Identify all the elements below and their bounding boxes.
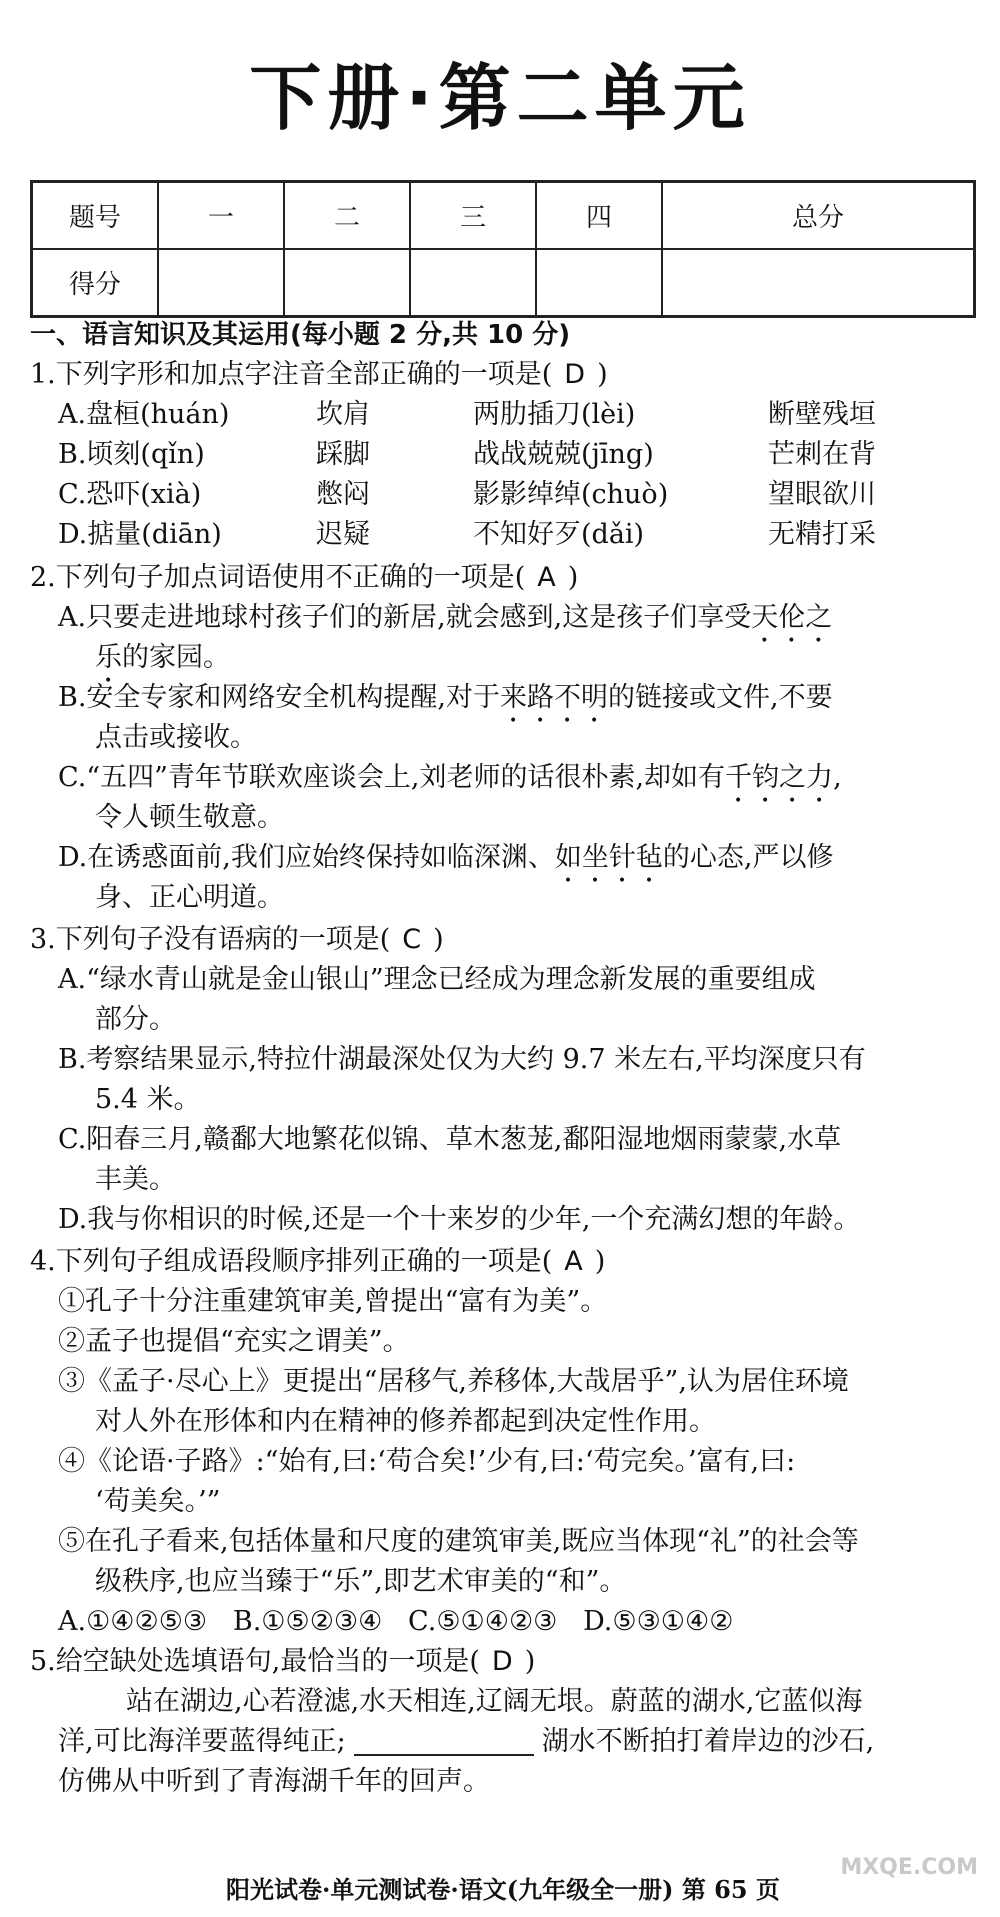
q4-answer: A [564,1246,583,1277]
q1-option-d [58,515,958,555]
score-cell-2: 二 [284,182,410,250]
q1-b-col3: 战战兢兢(jīng) [473,439,654,470]
q3-option-c: C.阳春三月,赣鄱大地繁花似锦、草木葱茏,鄱阳湿地烟雨蒙蒙,水草 [58,1124,842,1155]
score-input-2[interactable] [284,249,410,317]
q2-a-dotted-word: 天伦之 [751,602,833,633]
score-input-total[interactable] [662,249,975,317]
q2-option-c [58,758,842,798]
q3-option-d: D.我与你相识的时候,还是一个十来岁的少年,一个充满幻想的年龄。 [58,1204,861,1235]
q3-close: ) [433,924,444,955]
question-3-stem [30,920,444,960]
q1-a-col1: A.盘桓(huán) [58,399,230,430]
q3-option-c-cont: 丰美。 [95,1164,176,1195]
q4-stem-text: 4.下列句子组成语段顺序排列正确的一项是( [30,1246,553,1277]
q4-close: ) [594,1246,606,1277]
q4-sentence-5-cont: 级秩序,也应当臻于“乐”,即艺术审美的“和”。 [95,1566,627,1597]
q4-sentence-4-cont: ‘苟美矣。’” [95,1486,221,1517]
score-input-1[interactable] [158,249,284,317]
q4-options: A.①④②⑤③ B.①⑤②③④ C.⑤①④②③ D.⑤③①④② [58,1606,734,1637]
q2-a-dotted-word-end: 乐 [95,642,122,673]
score-cell-label: 题号 [32,182,159,250]
q2-d-dotted-word: 如坐针毡 [554,842,663,873]
score-table-score-row [32,249,975,317]
q1-a-col4: 断壁残垣 [768,399,876,430]
q2-option-b-cont: 点击或接收。 [95,722,257,753]
q2-b-dotted-word: 来路不明 [500,682,609,713]
q3-option-b: B.考察结果显示,特拉什湖最深处仅为大约 9.7 米左右,平均深度只有 [58,1044,866,1075]
q4-sentence-1: ①孔子十分注重建筑审美,曾提出“富有为美”。 [58,1286,608,1317]
question-1-stem [30,355,608,395]
q1-c-col4: 望眼欲川 [768,479,876,510]
q2-option-a [58,598,832,638]
q2-a-text: A.只要走进地球村孩子们的新居,就会感到,这是孩子们享受 [58,602,752,633]
q1-c-col2: 憋闷 [316,479,370,510]
q3-stem-text: 3.下列句子没有语病的一项是( [30,924,391,955]
page-footer: 阳光试卷·单元测试卷·语文(九年级全一册) 第 65 页 [226,1875,780,1904]
score-table [30,180,976,318]
q2-b-text: B.安全专家和网络安全机构提醒,对于 [58,682,501,713]
q5-passage-line-1: 站在湖边,心若澄滤,水天相连,辽阔无垠。蔚蓝的湖水,它蓝似海 [126,1686,863,1717]
q1-d-col2: 迟疑 [316,519,370,550]
score-input-4[interactable] [536,249,662,317]
q2-d-text-2: 的心态,严以修 [662,842,834,873]
q4-sentence-3: ③《孟子·尽心上》更提出“居移气,养移体,大哉居乎”,认为居住环境 [58,1366,849,1397]
q3-option-a: A.“绿水青山就是金山银山”理念已经成为理念新发展的重要组成 [58,964,816,995]
q4-sentence-5: ⑤在孔子看来,包括体量和尺度的建筑审美,既应当体现“礼”的社会等 [58,1526,859,1557]
q2-answer: A [537,562,556,593]
page-title: 下册·第二单元 [249,56,751,140]
q5-passage-text-b: 湖水不断拍打着岸边的沙石, [541,1726,875,1757]
q5-passage-text-a: 洋,可比海洋要蓝得纯正; [58,1726,346,1757]
q1-close: ) [597,359,608,390]
q4-sentence-3-cont: 对人外在形体和内在精神的修养都起到决定性作用。 [95,1406,716,1437]
q2-option-d-cont: 身、正心明道。 [95,882,284,913]
q3-option-a-cont: 部分。 [95,1004,176,1035]
q2-c-text-2: , [833,762,842,793]
q2-d-text: D.在诱惑面前,我们应始终保持如临深渊、 [58,842,555,873]
q2-option-a-cont [95,638,230,678]
q4-sentence-2: ②孟子也提倡“充实之谓美”。 [58,1326,410,1357]
score-cell-3: 三 [410,182,536,250]
q4-sentence-4: ④《论语·子路》:“始有,曰:‘苟合矣!’少有,曰:‘苟完矣。’富有,曰: [58,1446,796,1477]
score-cell-total: 总分 [662,182,975,250]
q1-d-col3: 不知好歹(dǎi) [473,519,645,550]
q5-close: ) [524,1646,536,1677]
q1-option-b [58,435,958,475]
q1-b-col2: 踩脚 [316,439,370,470]
q2-c-text: C.“五四”青年节联欢座谈会上,刘老师的话很朴素,却如有 [58,762,726,793]
section-heading: 一、语言知识及其运用(每小题 2 分,共 10 分) [30,320,571,350]
q1-c-col1: C.恐吓(xià) [58,479,202,510]
q5-passage-line-3: 仿佛从中听到了青海湖千年的回声。 [58,1766,490,1797]
score-row-label: 得分 [32,249,159,317]
q2-option-c-cont: 令人顿生敬意。 [95,802,284,833]
q1-answer: D [564,359,586,390]
q1-b-col4: 芒刺在背 [768,439,876,470]
question-5-stem [30,1642,535,1682]
q5-passage-line-2 [58,1722,874,1762]
q1-a-col3: 两肋插刀(lèi) [473,399,636,430]
q1-c-col3: 影影绰绰(chuò) [473,479,669,510]
q2-stem-text: 2.下列句子加点词语使用不正确的一项是( [30,562,526,593]
question-4-stem [30,1242,605,1282]
q2-option-d [58,838,833,878]
q1-option-a [58,395,958,435]
q3-option-b-cont: 5.4 米。 [95,1084,201,1115]
q2-b-text-2: 的链接或文件,不要 [608,682,833,713]
score-input-3[interactable] [410,249,536,317]
watermark: MXQE.COM [840,1855,978,1880]
q1-b-col1: B.顷刻(qǐn) [58,439,205,470]
q5-answer: D [491,1646,513,1677]
q2-option-b [58,678,833,718]
score-cell-4: 四 [536,182,662,250]
q2-a-text-end: 的家园。 [122,642,230,673]
q1-d-col4: 无精打采 [768,519,876,550]
q3-answer: C [402,924,422,955]
score-cell-1: 一 [158,182,284,250]
q5-blank-field[interactable] [354,1726,534,1756]
q2-c-dotted-word: 千钧之力 [725,762,834,793]
q1-a-col2: 坎肩 [316,399,370,430]
q2-close: ) [567,562,579,593]
q1-option-c [58,475,958,515]
q5-stem-text: 5.给空缺处选填语句,最恰当的一项是( [30,1646,480,1677]
score-table-header-row [32,182,975,250]
q1-d-col1: D.掂量(diān) [58,519,222,550]
q1-stem-text: 1.下列字形和加点字注音全部正确的一项是( [30,359,553,390]
question-2-stem [30,558,578,598]
